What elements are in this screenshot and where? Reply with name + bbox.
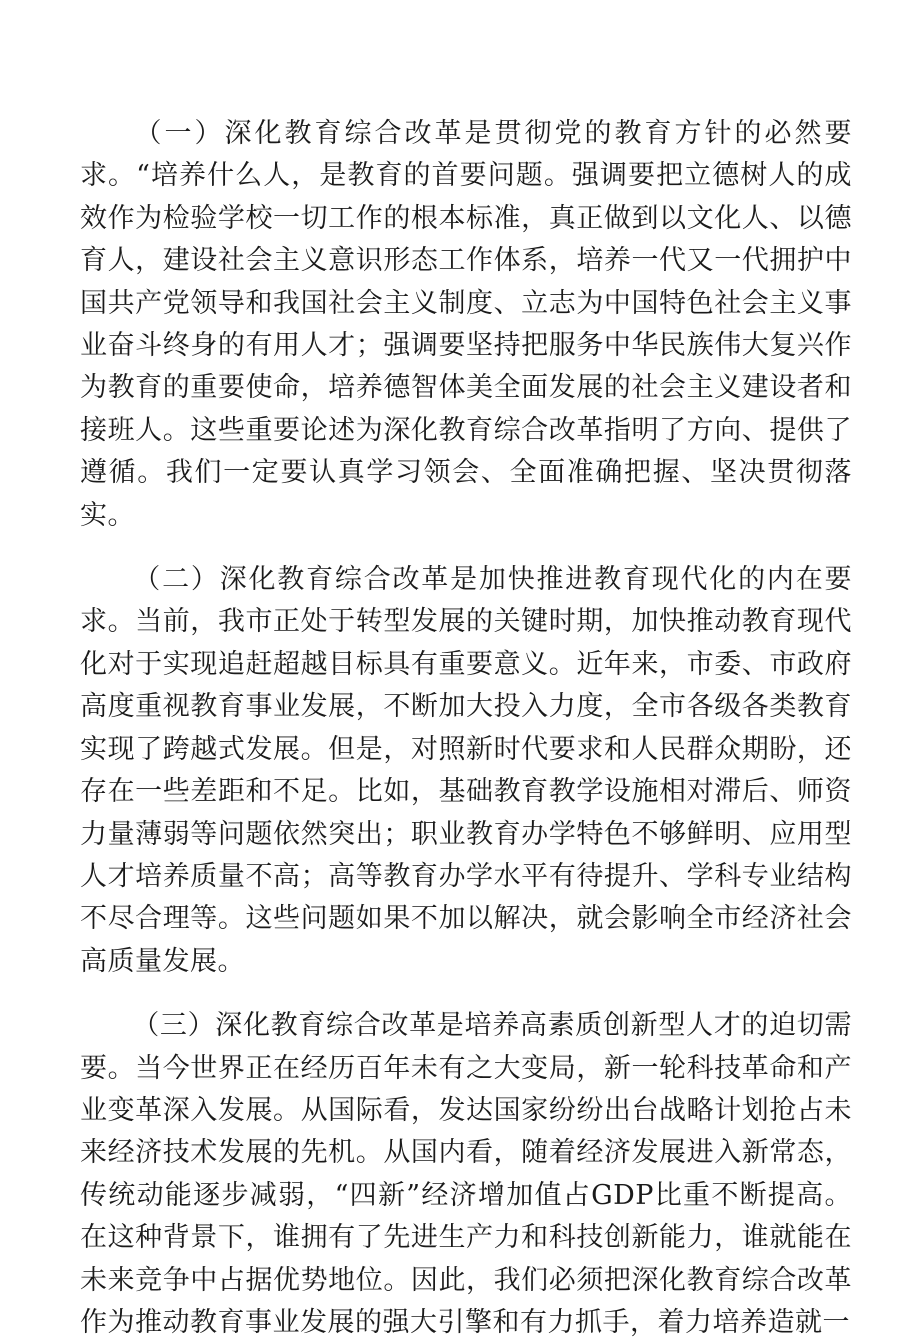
paragraph-2-text: （二）深化教育综合改革是加快推进教育现代化的内在要求。当前，我市正处于转型发展的关键时期，加快推动教育现代化对于实现追赶超越目标具有重要意义。近年来，市委、市政府高度重视教育事业发展，不断加大投入力度，全市各级各类教育实现了跨越式发展。但是，对照新时代要求和人民群众期盼，还存在一些差距和不足。比如，基础教育教学设施相对滞后、师资力量薄弱等问题依然突出；职业教育办学特色不够鲜明、应用型人才培养质量不高；高等教育办学水平有待提升、学科专业结构不尽合理等。这些问题如果不加以解决，就会影响全市经济社会高质量发展。 [80,564,852,977]
paragraph-2 [80,559,852,983]
paragraph-3 [80,1005,852,1344]
document-body [80,113,852,1344]
paragraph-3-text: （三）深化教育综合改革是培养高素质创新型人才的迫切需要。当今世界正在经历百年未有之大变局，新一轮科技革命和产业变革深入发展。从国际看，发达国家纷纷出台战略计划抢占未来经济技术发展的先机。从国内看，随着经济发展进入新常态，传统动能逐步减弱，“四新”经济增加值占GDP比重不断提高。在这种背景下，谁拥有了先进生产力和科技创新能力，谁就能在未来竞争中占据优势地位。因此，我们必须把深化教育综合改革作为推动教育事业发展的强大引擎和有力抓手，着力培养造就一 [80,1010,852,1338]
paragraph-1 [80,113,852,537]
paragraph-1-text: （一）深化教育综合改革是贯彻党的教育方针的必然要求。“培养什么人，是教育的首要问题。强调要把立德树人的成效作为检验学校一切工作的根本标准，真正做到以文化人、以德育人，建设社会主义意识形态工作体系，培养一代又一代拥护中国共产党领导和我国社会主义制度、立志为中国特色社会主义事业奋斗终身的有用人才；强调要坚持把服务中华民族伟大复兴作为教育的重要使命，培养德智体美全面发展的社会主义建设者和接班人。这些重要论述为深化教育综合改革指明了方向、提供了遵循。我们一定要认真学习领会、全面准确把握、坚决贯彻落实。 [80,118,852,531]
